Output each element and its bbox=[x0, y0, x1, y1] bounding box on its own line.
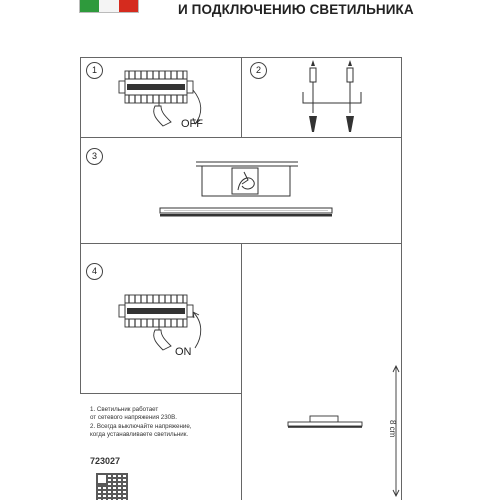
on-label: ON bbox=[175, 346, 192, 358]
page-title: И ПОДКЛЮЧЕНИЮ СВЕТИЛЬНИКА bbox=[178, 2, 414, 17]
off-label: OFF bbox=[181, 118, 203, 130]
height-dimension-label: 8 cm bbox=[388, 420, 397, 438]
italian-flag-icon bbox=[79, 0, 139, 13]
step-2-number: 2 bbox=[250, 62, 267, 79]
flag-stripe-green bbox=[80, 0, 99, 12]
flag-stripe-red bbox=[119, 0, 138, 12]
article-number: 723027 bbox=[90, 456, 121, 466]
note-line: 2. Всегда выключайте напряжение, bbox=[90, 422, 192, 430]
mounting-bracket-screws-illustration bbox=[295, 58, 375, 136]
step-4-number: 4 bbox=[86, 263, 103, 280]
note-line: 1. Светильник работает bbox=[90, 406, 159, 413]
step-1-number: 1 bbox=[86, 62, 103, 79]
safety-notes bbox=[90, 406, 240, 440]
qr-code-icon[interactable] bbox=[96, 473, 128, 500]
ceiling-mount-fixture-illustration bbox=[150, 158, 340, 228]
step-3-number: 3 bbox=[86, 148, 103, 165]
note-line: когда устанавливаете светильник. bbox=[90, 431, 189, 439]
note-line: от сетевого напряжения 230В. bbox=[90, 414, 177, 422]
flag-stripe-white bbox=[99, 0, 118, 12]
